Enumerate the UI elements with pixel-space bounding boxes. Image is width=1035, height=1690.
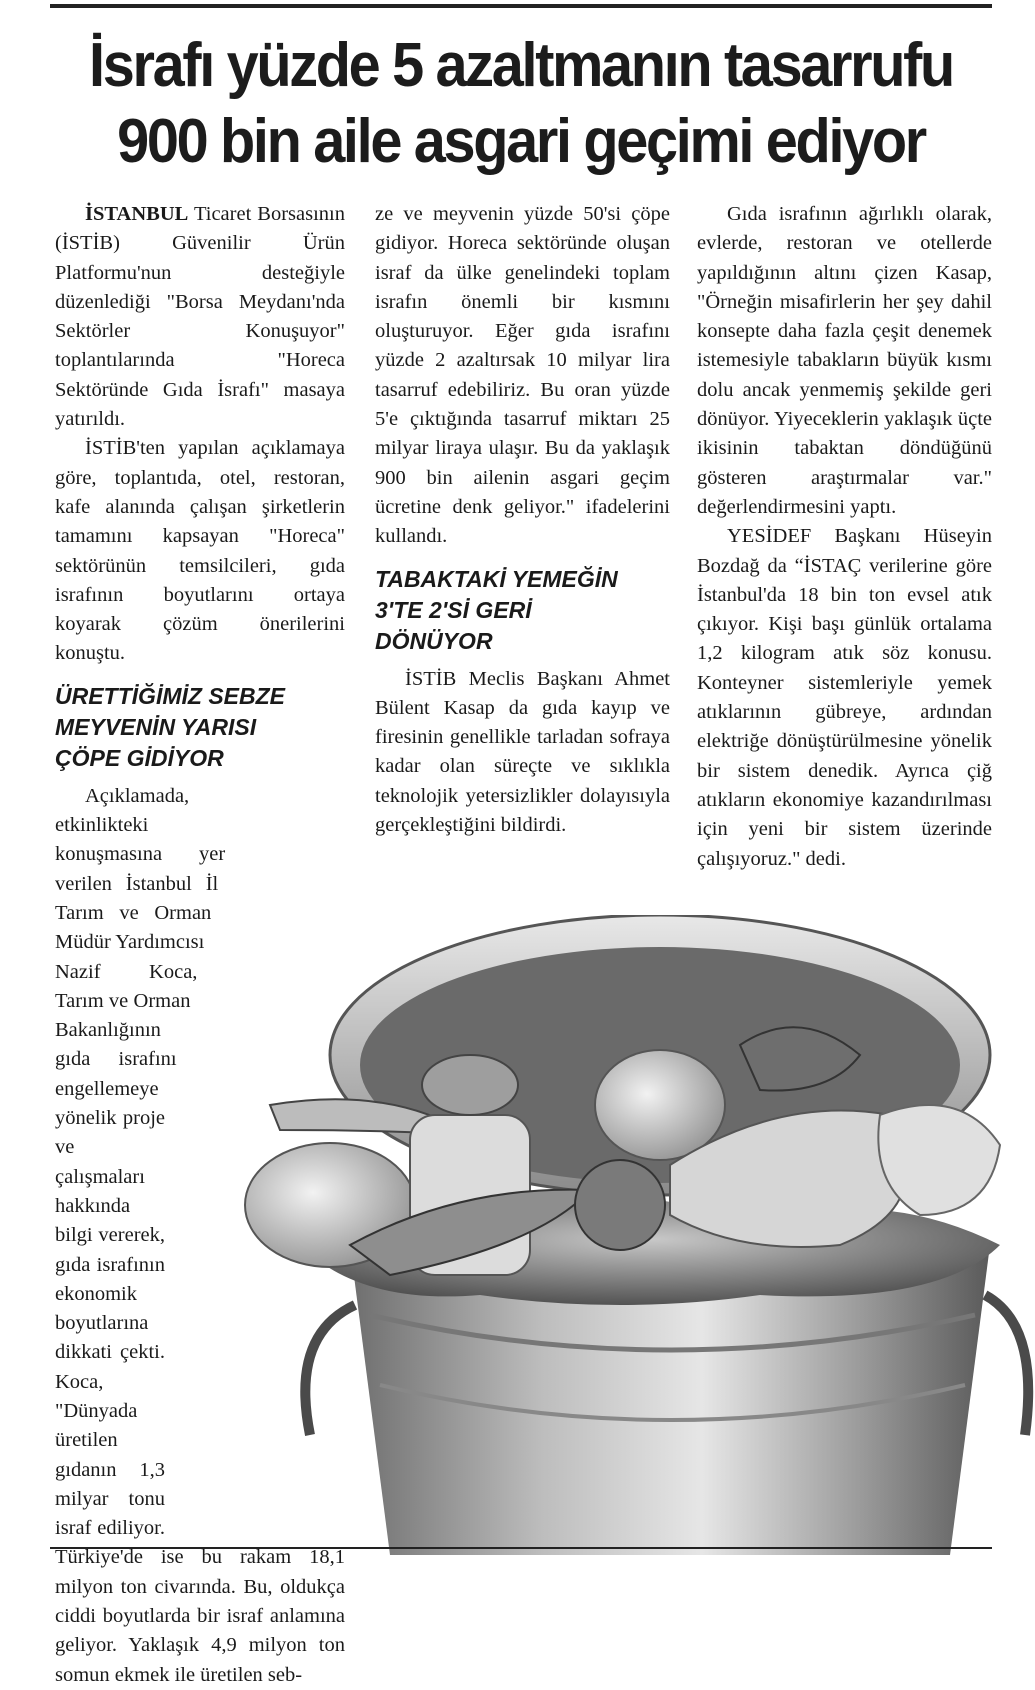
text-wrap-spacer — [165, 1022, 345, 1542]
top-rule — [50, 4, 992, 8]
column-2-paragraph-2: İSTİB Meclis Başkanı Ahmet Bülent Kasap da gıda kayıp ve firesinin genellikle tarladan sofraya kadar olan süreçte ve sıklıkla teknolojik yetersizlikler dolayısıyla gerçekleştiğini bildirdi. — [375, 667, 670, 837]
column-1 — [55, 200, 345, 1690]
dateline: İSTANBUL — [85, 203, 189, 225]
subhead-2: TABAKTAKİ YEMEĞİN 3'TE 2'Sİ GERİ DÖNÜYOR — [375, 565, 618, 654]
subhead-1: ÜRETTİĞİMİZ SEBZE MEYVENİN YARISI ÇÖPE GİDİYOR — [55, 682, 285, 771]
headline-line-2: 900 bin aile asgari geçimi ediyor — [117, 107, 925, 176]
column-3 — [697, 200, 992, 874]
column-3-paragraph-1: Gıda israfının ağırlıklı olarak, evlerde, restoran ve otellerde yapıldığının altını çizen Kasap, "Örneğin misafirlerin her şey dahil konsepte daha fazla çeşit denemek istemesiyle tabakların büyük kısmı dolu ancak yenmemiş şekilde geri dönüyor. Yiyeceklerin yaklaşık üçte ikisinin tabaktan döndüğünü gösteren araştırmalar var." değerlendirmesini yaptı. — [697, 203, 992, 518]
headline-line-1: İsrafı yüzde 5 azaltmanın tasarrufu — [89, 31, 953, 100]
column-1-paragraph-2: İSTİB'ten yapılan açıklamaya göre, toplantıda, otel, restoran, kafe alanında çalışan şirketlerin tamamını kapsayan "Horeca" sektörünün temsilcileri, gıda israfının boyutlarını ortaya koyarak çözüm önerilerini konuştu. — [55, 437, 345, 665]
column-1-paragraph-3: Açıklamada, etkinlikteki konuşmasına yer verilen İstanbul İl Tarım ve Orman Müdür Yardımcısı Nazif Koca, Tarım ve Orman Bakanlığının gıda israfını engellemeye yönelik proje ve çalışmaları hakkında bilgi vererek, gıda israfının ekonomik boyutlarına dikkati çekti. Koca, "Dünyada üretilen gıdanın 1,3 milyar tonu israf ediliyor. Türkiye'de ise bu rakam 18,1 milyon ton civarında. Bu, oldukça ciddi boyutlarda bir israf anlamına geliyor. Yaklaşık 4,9 milyon ton somun ekmek ile üretilen seb- — [55, 784, 345, 1686]
column-3-paragraph-2: YESİDEF Başkanı Hüseyin Bozdağ da “İSTAÇ verilerine göre İstanbul'da 18 bin ton evsel atık çıkıyor. Kişi başı günlük ortalama 1,2 kilogram atık söz konusu. Konteyner sistemleriyle yemek atıklarının gübreye, ardından elektriğe dönüştürülmesine yönelik bir sistem denedik. Ayrıca çiğ atıkların ekonomiye kazandırılması için yeni bir sistem üzerinde çalışıyoruz." dedi. — [697, 525, 992, 870]
column-1-paragraph-1: İSTANBUL Ticaret Borsasının (İSTİB) Güvenilir Ürün Platformu'nun desteğiyle düzenlediği "Borsa Meydanı'nda Sektörler Konuşuyor" toplantılarında "Horeca Sektöründe Gıda İsrafı" masaya yatırıldı. — [55, 203, 345, 431]
column-2-paragraph-1: ze ve meyvenin yüzde 50'si çöpe gidiyor. Horeca sektöründe oluşan israf da ülke genelindeki toplam israfın önemli bir kısmını oluşturuyor. Eğer gıda israfını yüzde 2 azaltırsak 10 milyar lira tasarruf edebiliriz. Bu oran yüzde 5'e çıktığında tasarruf miktarı 25 milyar liraya ulaşır. Bu da yaklaşık 900 bin ailenin asgari geçim ücretine denk geliyor." ifadelerini kullandı. — [375, 203, 670, 548]
trash-can-photo — [240, 915, 1035, 1555]
column-2 — [375, 200, 670, 840]
headline — [74, 28, 969, 180]
